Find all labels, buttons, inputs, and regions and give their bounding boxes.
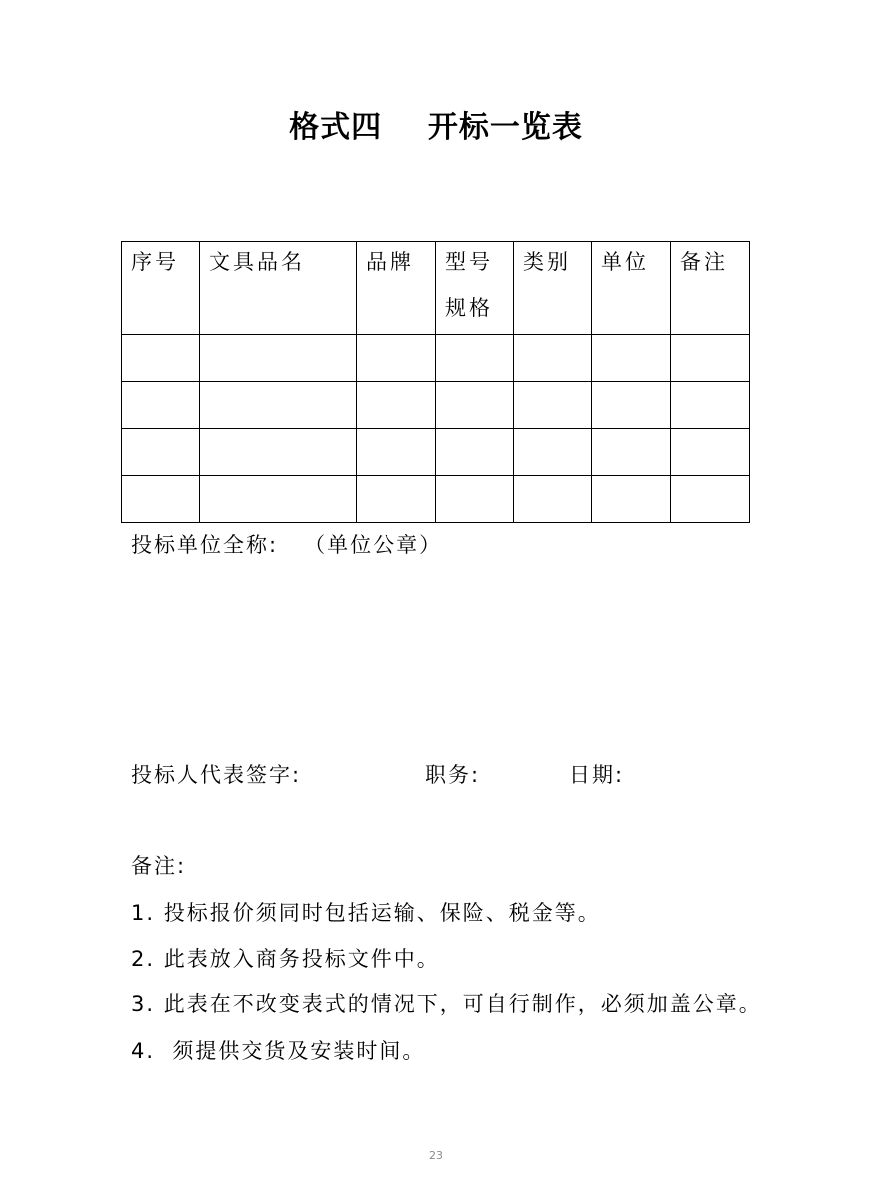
table-cell: [200, 429, 357, 476]
header-item-name: 文具品名: [209, 250, 305, 274]
table-cell: [200, 382, 357, 429]
table-cell: [436, 476, 514, 523]
note-item: 3. 此表在不改变表式的情况下，可自行制作，必须加盖公章。: [131, 992, 762, 1016]
page-number: 23: [429, 1149, 443, 1162]
table-cell: [671, 476, 750, 523]
table-cell: [592, 382, 671, 429]
table-row: [122, 429, 750, 476]
header-unit: 单位: [601, 250, 649, 274]
notes-heading: 备注:: [131, 854, 187, 878]
table-cell: [592, 429, 671, 476]
table-cell: [436, 382, 514, 429]
header-category: 类别: [523, 250, 571, 274]
header-cell: [436, 242, 514, 335]
table-cell: [436, 429, 514, 476]
table-cell: [592, 335, 671, 382]
table-cell: [671, 382, 750, 429]
representative-signature-label: 投标人代表签字:: [131, 763, 302, 787]
header-cell: [200, 242, 357, 335]
bidder-name-label: 投标单位全称: （单位公章）: [131, 533, 443, 557]
table-cell: [514, 476, 592, 523]
note-item: 2. 此表放入商务投标文件中。: [131, 947, 440, 971]
table-cell: [514, 335, 592, 382]
page-title: 格式四 开标一览表: [289, 110, 583, 145]
header-serial-no: 序号: [131, 250, 179, 274]
table-cell: [436, 335, 514, 382]
table-cell: [122, 335, 200, 382]
signature-row: [131, 760, 731, 790]
table-row: [122, 476, 750, 523]
header-model-spec: 型号规格: [445, 250, 493, 320]
table-cell: [200, 335, 357, 382]
table-row: [122, 382, 750, 429]
table-cell: [514, 382, 592, 429]
table-cell: [122, 476, 200, 523]
table-cell: [671, 429, 750, 476]
table-row: [122, 335, 750, 382]
header-cell: [122, 242, 200, 335]
date-label: 日期:: [569, 763, 625, 787]
header-remarks: 备注: [680, 250, 728, 274]
table-header-row: [122, 242, 750, 335]
header-cell: [592, 242, 671, 335]
table-cell: [357, 382, 436, 429]
table-cell: [357, 335, 436, 382]
position-label: 职务:: [425, 763, 481, 787]
header-cell: [357, 242, 436, 335]
table-cell: [671, 335, 750, 382]
table-cell: [514, 429, 592, 476]
table-cell: [592, 476, 671, 523]
header-cell: [671, 242, 750, 335]
table-cell: [122, 382, 200, 429]
note-item: 4. 须提供交货及安装时间。: [131, 1039, 426, 1063]
table-cell: [357, 429, 436, 476]
note-item: 1. 投标报价须同时包括运输、保险、税金等。: [131, 901, 601, 925]
table-cell: [122, 429, 200, 476]
table-cell: [357, 476, 436, 523]
table-cell: [200, 476, 357, 523]
bid-opening-table: [121, 241, 750, 523]
header-brand: 品牌: [366, 250, 414, 274]
header-cell: [514, 242, 592, 335]
